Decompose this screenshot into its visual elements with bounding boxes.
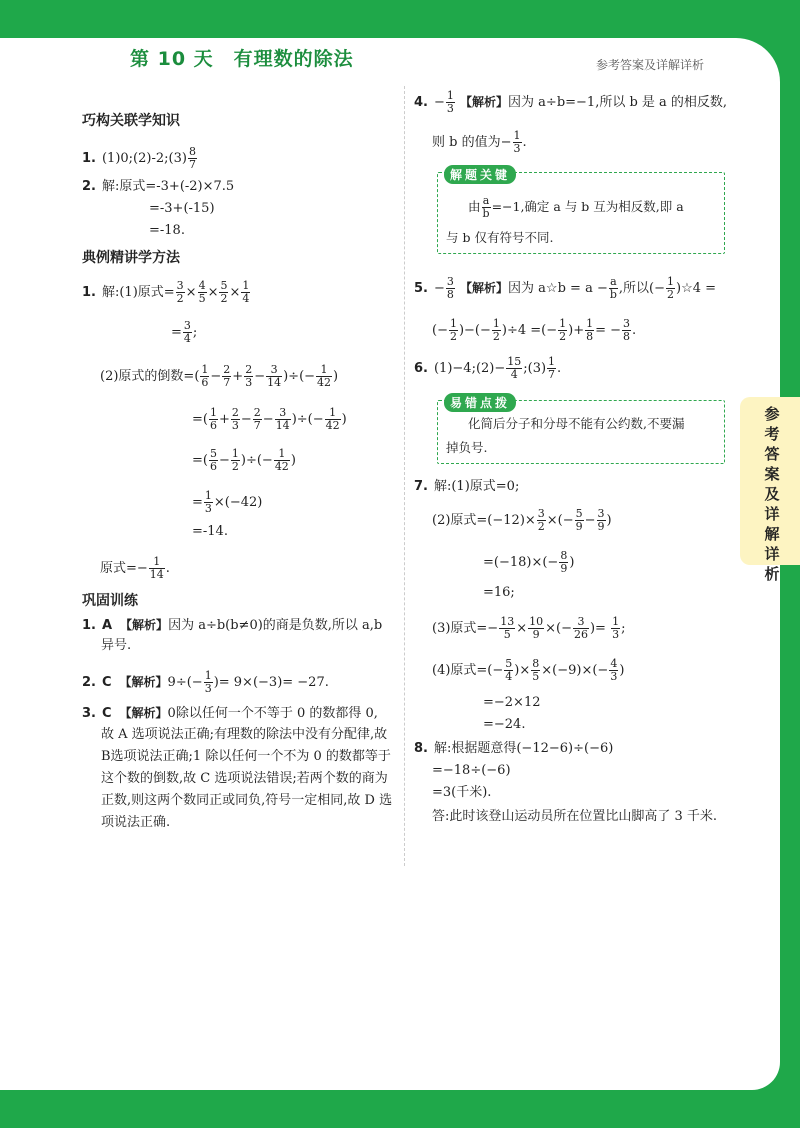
- right-q7-l1: 7. 解:(1)原式=0;: [414, 479, 520, 494]
- right-q6: 6. (1)−4;(2)− $\frac{15}{4}$ ;(3) $\frac{1}{7}$ .: [414, 355, 562, 381]
- column-divider: [404, 86, 405, 866]
- example-1-line2: = $\frac{3}{4}$ ;: [171, 319, 198, 345]
- left-q2: 2. 解:原式=-3+(-2)×7.5: [82, 179, 235, 194]
- example-1-line6: = $\frac{1}{3}$ ×(−42): [192, 489, 263, 515]
- consolidate-3: 3. C 【解析】0除以任何一个不等于 0 的数都得 0,: [82, 706, 378, 721]
- right-q8-l4: 答:此时该登山运动员所在位置比山脚高了 3 千米.: [432, 809, 718, 824]
- right-q4: 4. − $\frac{1}{3}$ 【解析】因为 a÷b=−1,所以 b 是 a 的相反数,: [414, 89, 728, 115]
- tip-box-line2: 与 b 仅有符号不同.: [446, 230, 554, 245]
- consolidate-1: 1. A 【解析】因为 a÷b(b≠0)的商是负数,所以 a,b: [82, 618, 383, 633]
- consolidate-3-l5: 正数,则这两个数同正或同负,符号一定相同,故 D 选: [101, 793, 393, 808]
- right-q7-l4: =16;: [483, 585, 515, 600]
- right-q7-l3: =(−18)×(− $\frac{8}{9}$ ): [483, 549, 575, 575]
- right-q8-l2: =−18÷(−6): [432, 763, 511, 778]
- section-heading: 巩固训练: [82, 593, 138, 609]
- side-tab-label: 参考答案及详解详析: [764, 405, 780, 583]
- example-1-line8: 原式=− $\frac{1}{14}$ .: [100, 555, 170, 581]
- right-q8-l1: 8. 解:根据题意得(−12−6)÷(−6): [414, 741, 614, 756]
- consolidate-1-l2: 异号.: [101, 638, 132, 653]
- example-1-line1: 1. 解:(1)原式= $\frac{3}{2}$ × $\frac{4}{5}$ × $\frac{5}{2}$ × $\frac{1}{4}$: [82, 279, 250, 305]
- tip-box-key: [437, 168, 725, 254]
- right-q4-l2: 则 b 的值为− $\frac{1}{3}$ .: [432, 129, 527, 155]
- tip-box-line1: 由 $\frac{a}{b}$ =−1,确定 a 与 b 互为相反数,即 a: [468, 194, 684, 220]
- example-1-line4: =( $\frac{1}{6}$ + $\frac{2}{3}$ − $\frac{2}{7}$ − $\frac{3}{14}$ )÷(− $\frac{1}{42}$ ): [192, 406, 347, 432]
- consolidate-3-l2: 故 A 选项说法正确;有理数的除法中没有分配律,故: [101, 727, 388, 742]
- tip-box-line1: 化简后分子和分母不能有公约数,不要漏: [468, 416, 685, 431]
- consolidate-3-l6: 项说法正确.: [101, 815, 171, 830]
- right-q7-l8: =−24.: [483, 717, 526, 732]
- tip-box-title: 易错点拨: [444, 393, 516, 412]
- example-1-line3: (2)原式的倒数=( $\frac{1}{6}$ − $\frac{2}{7}$ + $\frac{2}{3}$ − $\frac{3}{14}$ )÷(− $\frac{1}{42}$ ): [100, 363, 339, 389]
- example-1-line7: =-14.: [192, 524, 228, 539]
- page-title: [130, 44, 374, 71]
- section-heading: 典例精讲学方法: [82, 250, 180, 266]
- left-q1: 1. (1)0;(2)-2;(3) $\frac{8}{7}$: [82, 145, 196, 171]
- right-q7-l5: (3)原式=− $\frac{13}{5}$ × $\frac{10}{9}$ ×(− $\frac{3}{26}$ )= $\frac{1}{3}$ ;: [432, 615, 626, 641]
- tip-box-error: [437, 396, 725, 464]
- title-day: 第 10 天: [130, 48, 214, 70]
- tip-box-title: 解题关键: [444, 165, 516, 184]
- right-q7-l2: (2)原式=(−12)× $\frac{3}{2}$ ×(− $\frac{5}{9}$ − $\frac{3}{9}$ ): [432, 507, 612, 533]
- running-header: 参考答案及详解详析: [595, 58, 704, 72]
- example-1-line5: =( $\frac{5}{6}$ − $\frac{1}{2}$ )÷(− $\frac{1}{42}$ ): [192, 447, 296, 473]
- right-q7-l7: =−2×12: [483, 695, 541, 710]
- right-q5-l2: (− $\frac{1}{2}$ )−(− $\frac{1}{2}$ )÷4 =(− $\frac{1}{2}$ )+ $\frac{1}{8}$ = − $\frac{3}{8}$ .: [432, 317, 637, 343]
- tip-box-line2: 掉负号.: [446, 440, 488, 455]
- consolidate-3-l3: B选项说法正确;1 除以任何一个不为 0 的数都等于: [101, 749, 391, 764]
- right-q7-l6: (4)原式=(− $\frac{5}{4}$ )× $\frac{8}{5}$ ×(−9)×(− $\frac{4}{3}$ ): [432, 657, 625, 683]
- consolidate-2: 2. C 【解析】9÷(− $\frac{1}{3}$ )= 9×(−3)= −27.: [82, 669, 329, 695]
- section-heading: 巧构关联学知识: [82, 113, 180, 129]
- left-q2-l2: =-3+(-15): [149, 201, 215, 216]
- left-q2-l3: =-18.: [149, 223, 185, 238]
- consolidate-3-l4: 这个数的倒数,故 C 选项说法错误;若两个数的商为: [101, 771, 388, 786]
- right-q8-l3: =3(千米).: [432, 785, 492, 800]
- title-topic: 有理数的除法: [233, 48, 354, 70]
- right-q5: 5. − $\frac{3}{8}$ 【解析】因为 a☆b = a − $\frac{a}{b}$ ,所以(− $\frac{1}{2}$ )☆4 =: [414, 275, 717, 301]
